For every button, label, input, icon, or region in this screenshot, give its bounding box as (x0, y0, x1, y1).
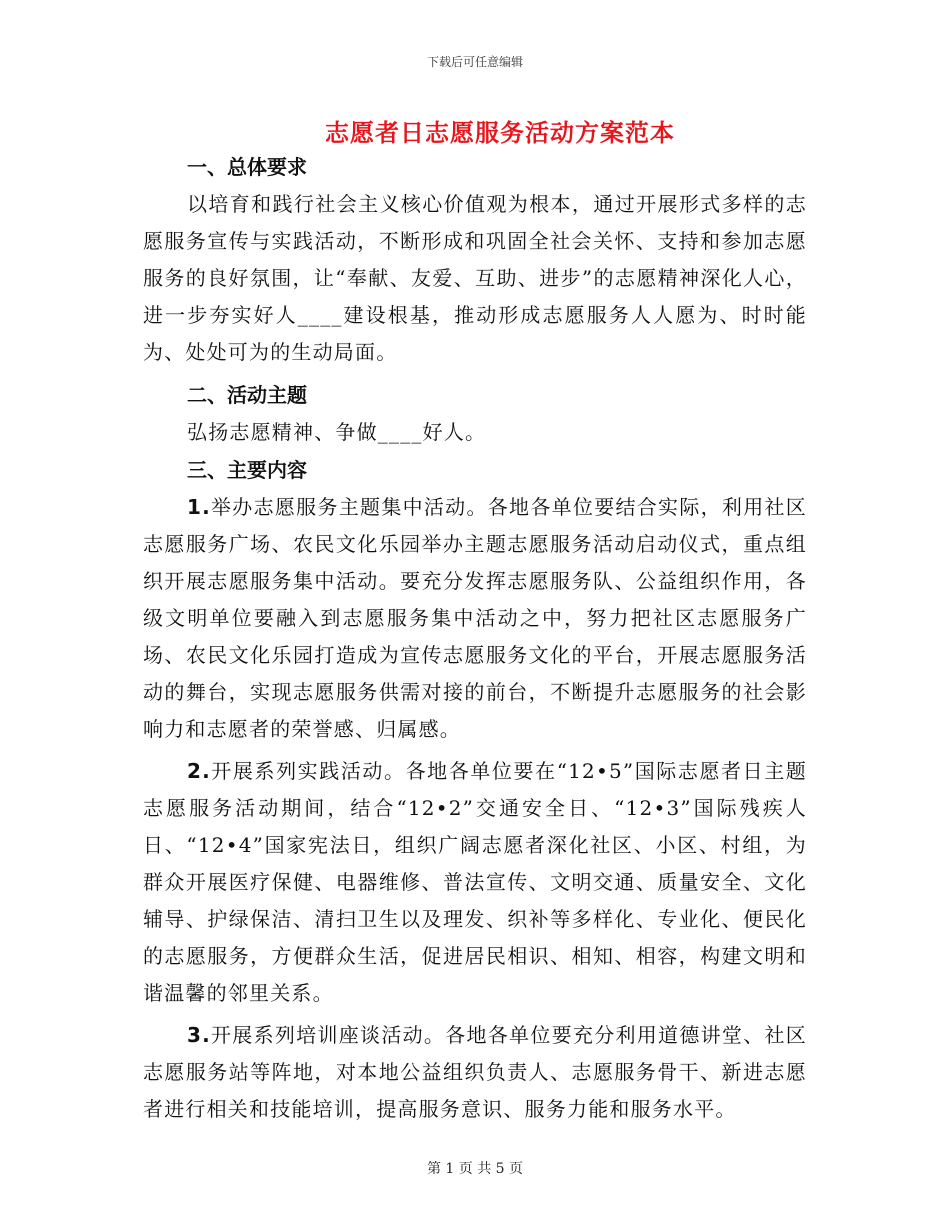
content-item (143, 489, 807, 748)
section-heading-theme: 二、活动主题 (187, 383, 307, 407)
item-number: 3. (187, 1023, 211, 1047)
item-text: 开展系列实践活动。各地各单位要在“12•5”国际志愿者日主题志愿服务活动期间，结合“12•2”交通安全日、“12•3”国际残疾人日、“12•4”国家宪法日，组织广阔志愿者深化社区、小区、村组，为群众开展医疗保健、电器维修、普法宣传、文明交通、质量安全、文化辅导、护绿保洁、清扫卫生以及理发、织补等多样化、专业化、便民化的志愿服务，方便群众生活，促进居民相识、相知、相容，构建文明和谐温馨的邻里关系。 (143, 759, 807, 1005)
section-heading-general: 一、总体要求 (187, 155, 307, 179)
content-item (143, 753, 807, 1012)
section-paragraph-theme: 弘扬志愿精神、争做____好人。 (187, 420, 487, 444)
section-heading-content: 三、主要内容 (187, 458, 307, 482)
item-text: 开展系列培训座谈活动。各地各单位要充分利用道德讲堂、社区志愿服务站等阵地，对本地公益组织负责人、志愿服务骨干、新进志愿者进行相关和技能培训，提高服务意识、服务力能和服务水平。 (143, 1023, 807, 1121)
item-number: 2. (187, 759, 211, 783)
document-title: 志愿者日志愿服务活动方案范本 (325, 118, 675, 147)
page-footer: 第 1 页 共 5 页 (426, 1161, 524, 1177)
item-number: 1. (187, 495, 211, 519)
item-text: 举办志愿服务主题集中活动。各地各单位要结合实际，利用社区志愿服务广场、农民文化乐园举办主题志愿服务活动启动仪式，重点组织开展志愿服务集中活动。要充分发挥志愿服务队、公益组织作用，各级文明单位要融入到志愿服务集中活动之中，努力把社区志愿服务广场、农民文化乐园打造成为宣传志愿服务文化的平台，开展志愿服务活动的舞台，实现志愿服务供需对接的前台，不断提升志愿服务的社会影响力和志愿者的荣誉感、归属感。 (143, 495, 807, 741)
section-paragraph-general: 以培育和践行社会主义核心价值观为根本，通过开展形式多样的志愿服务宣传与实践活动，不断形成和巩固全社会关怀、支持和参加志愿服务的良好氛围，让“奉献、友爱、互助、进步”的志愿精神深化人心，进一步夯实好人____建设根基，推动形成志愿服务人人愿为、时时能为、处处可为的生动局面。 (143, 192, 807, 364)
document-body (143, 148, 807, 1133)
header-note: 下载后可任意编辑 (426, 55, 523, 69)
content-item (143, 1017, 807, 1128)
